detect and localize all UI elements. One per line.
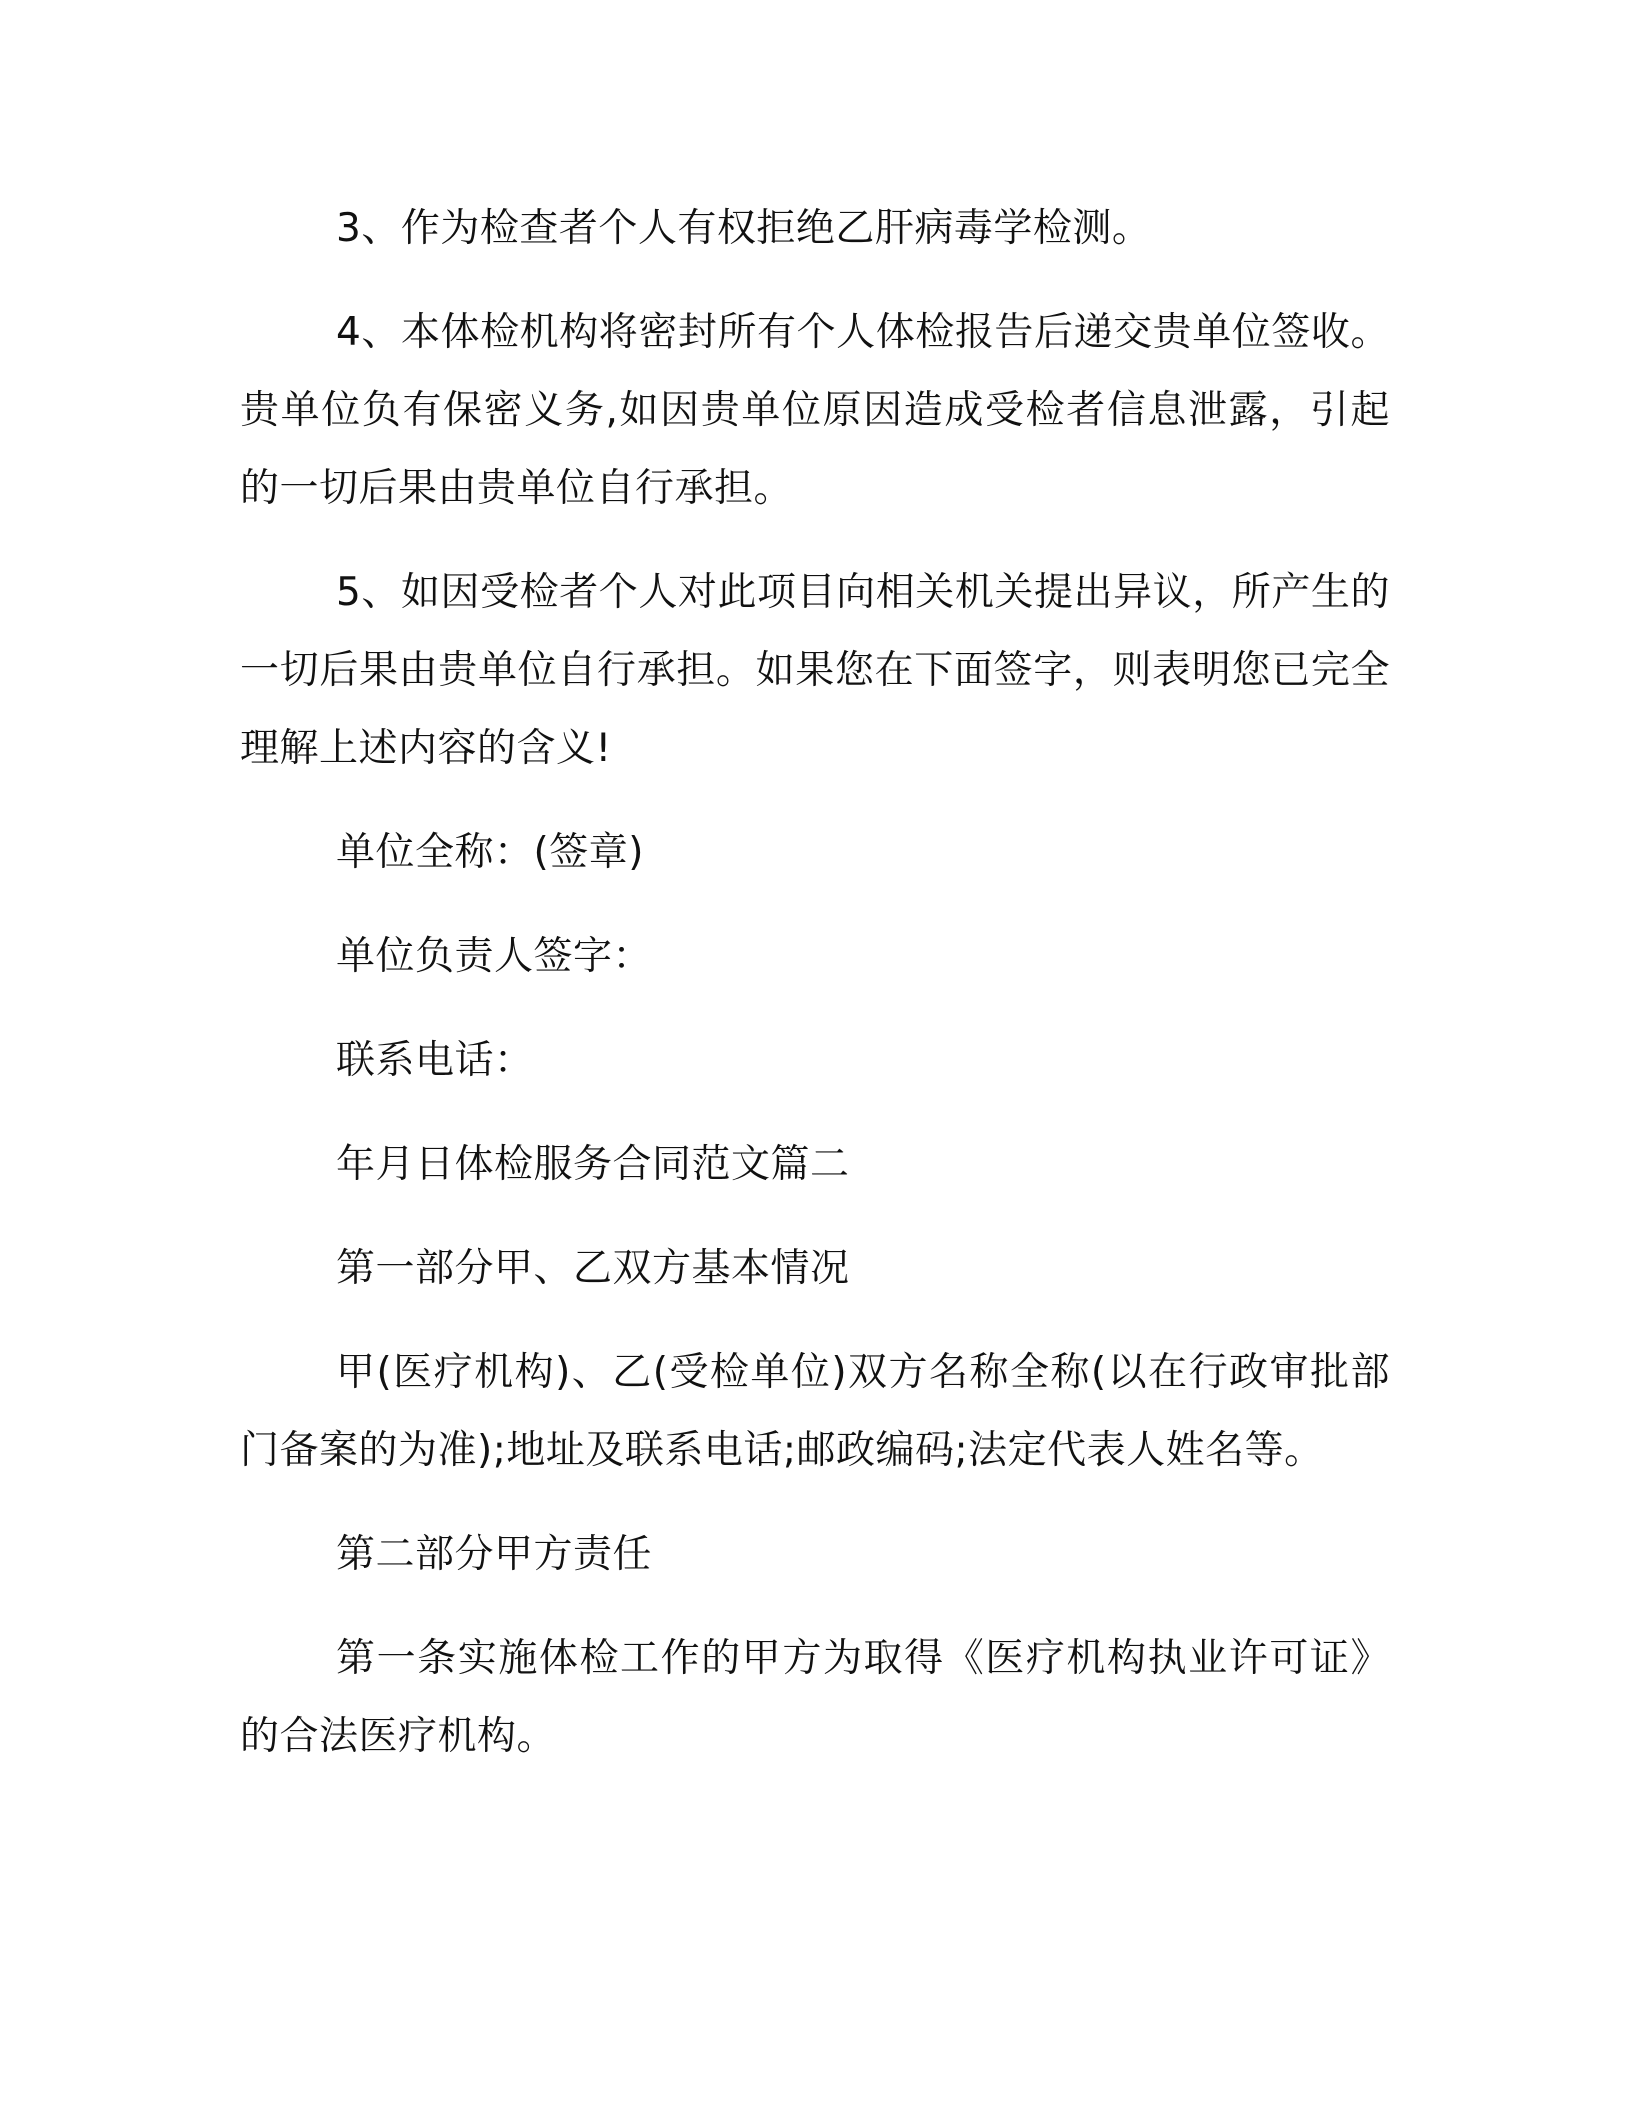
party-info-paragraph: 甲(医疗机构)、乙(受检单位)双方名称全称(以在行政审批部门备案的为准);地址及联系电话;邮政编码;法定代表人姓名等。 [240,1350,1390,1473]
clause-5-paragraph: 5、如因受检者个人对此项目向相关机关提出异议，所产生的一切后果由贵单位自行承担。如果您在下面签字，则表明您已完全理解上述内容的含义! [240,570,1390,771]
document-body [240,190,1390,1802]
clause-4-paragraph: 4、本体检机构将密封所有个人体检报告后递交贵单位签收。贵单位负有保密义务,如因贵单位原因造成受检者信息泄露，引起的一切后果由贵单位自行承担。 [240,310,1390,511]
responsible-person-signature-field: 单位负责人签字： [336,934,653,979]
article-one-paragraph: 第一条实施体检工作的甲方为取得《医疗机构执业许可证》的合法医疗机构。 [240,1636,1390,1759]
part-one-heading: 第一部分甲、乙双方基本情况 [336,1246,850,1291]
section-title-contract-two: 年月日体检服务合同范文篇二 [336,1142,850,1187]
part-two-heading: 第二部分甲方责任 [336,1532,653,1577]
unit-name-field: 单位全称：(签章) [336,830,644,875]
clause-3-paragraph: 3、作为检查者个人有权拒绝乙肝病毒学检测。 [336,206,1152,251]
contact-phone-field: 联系电话： [336,1038,534,1083]
